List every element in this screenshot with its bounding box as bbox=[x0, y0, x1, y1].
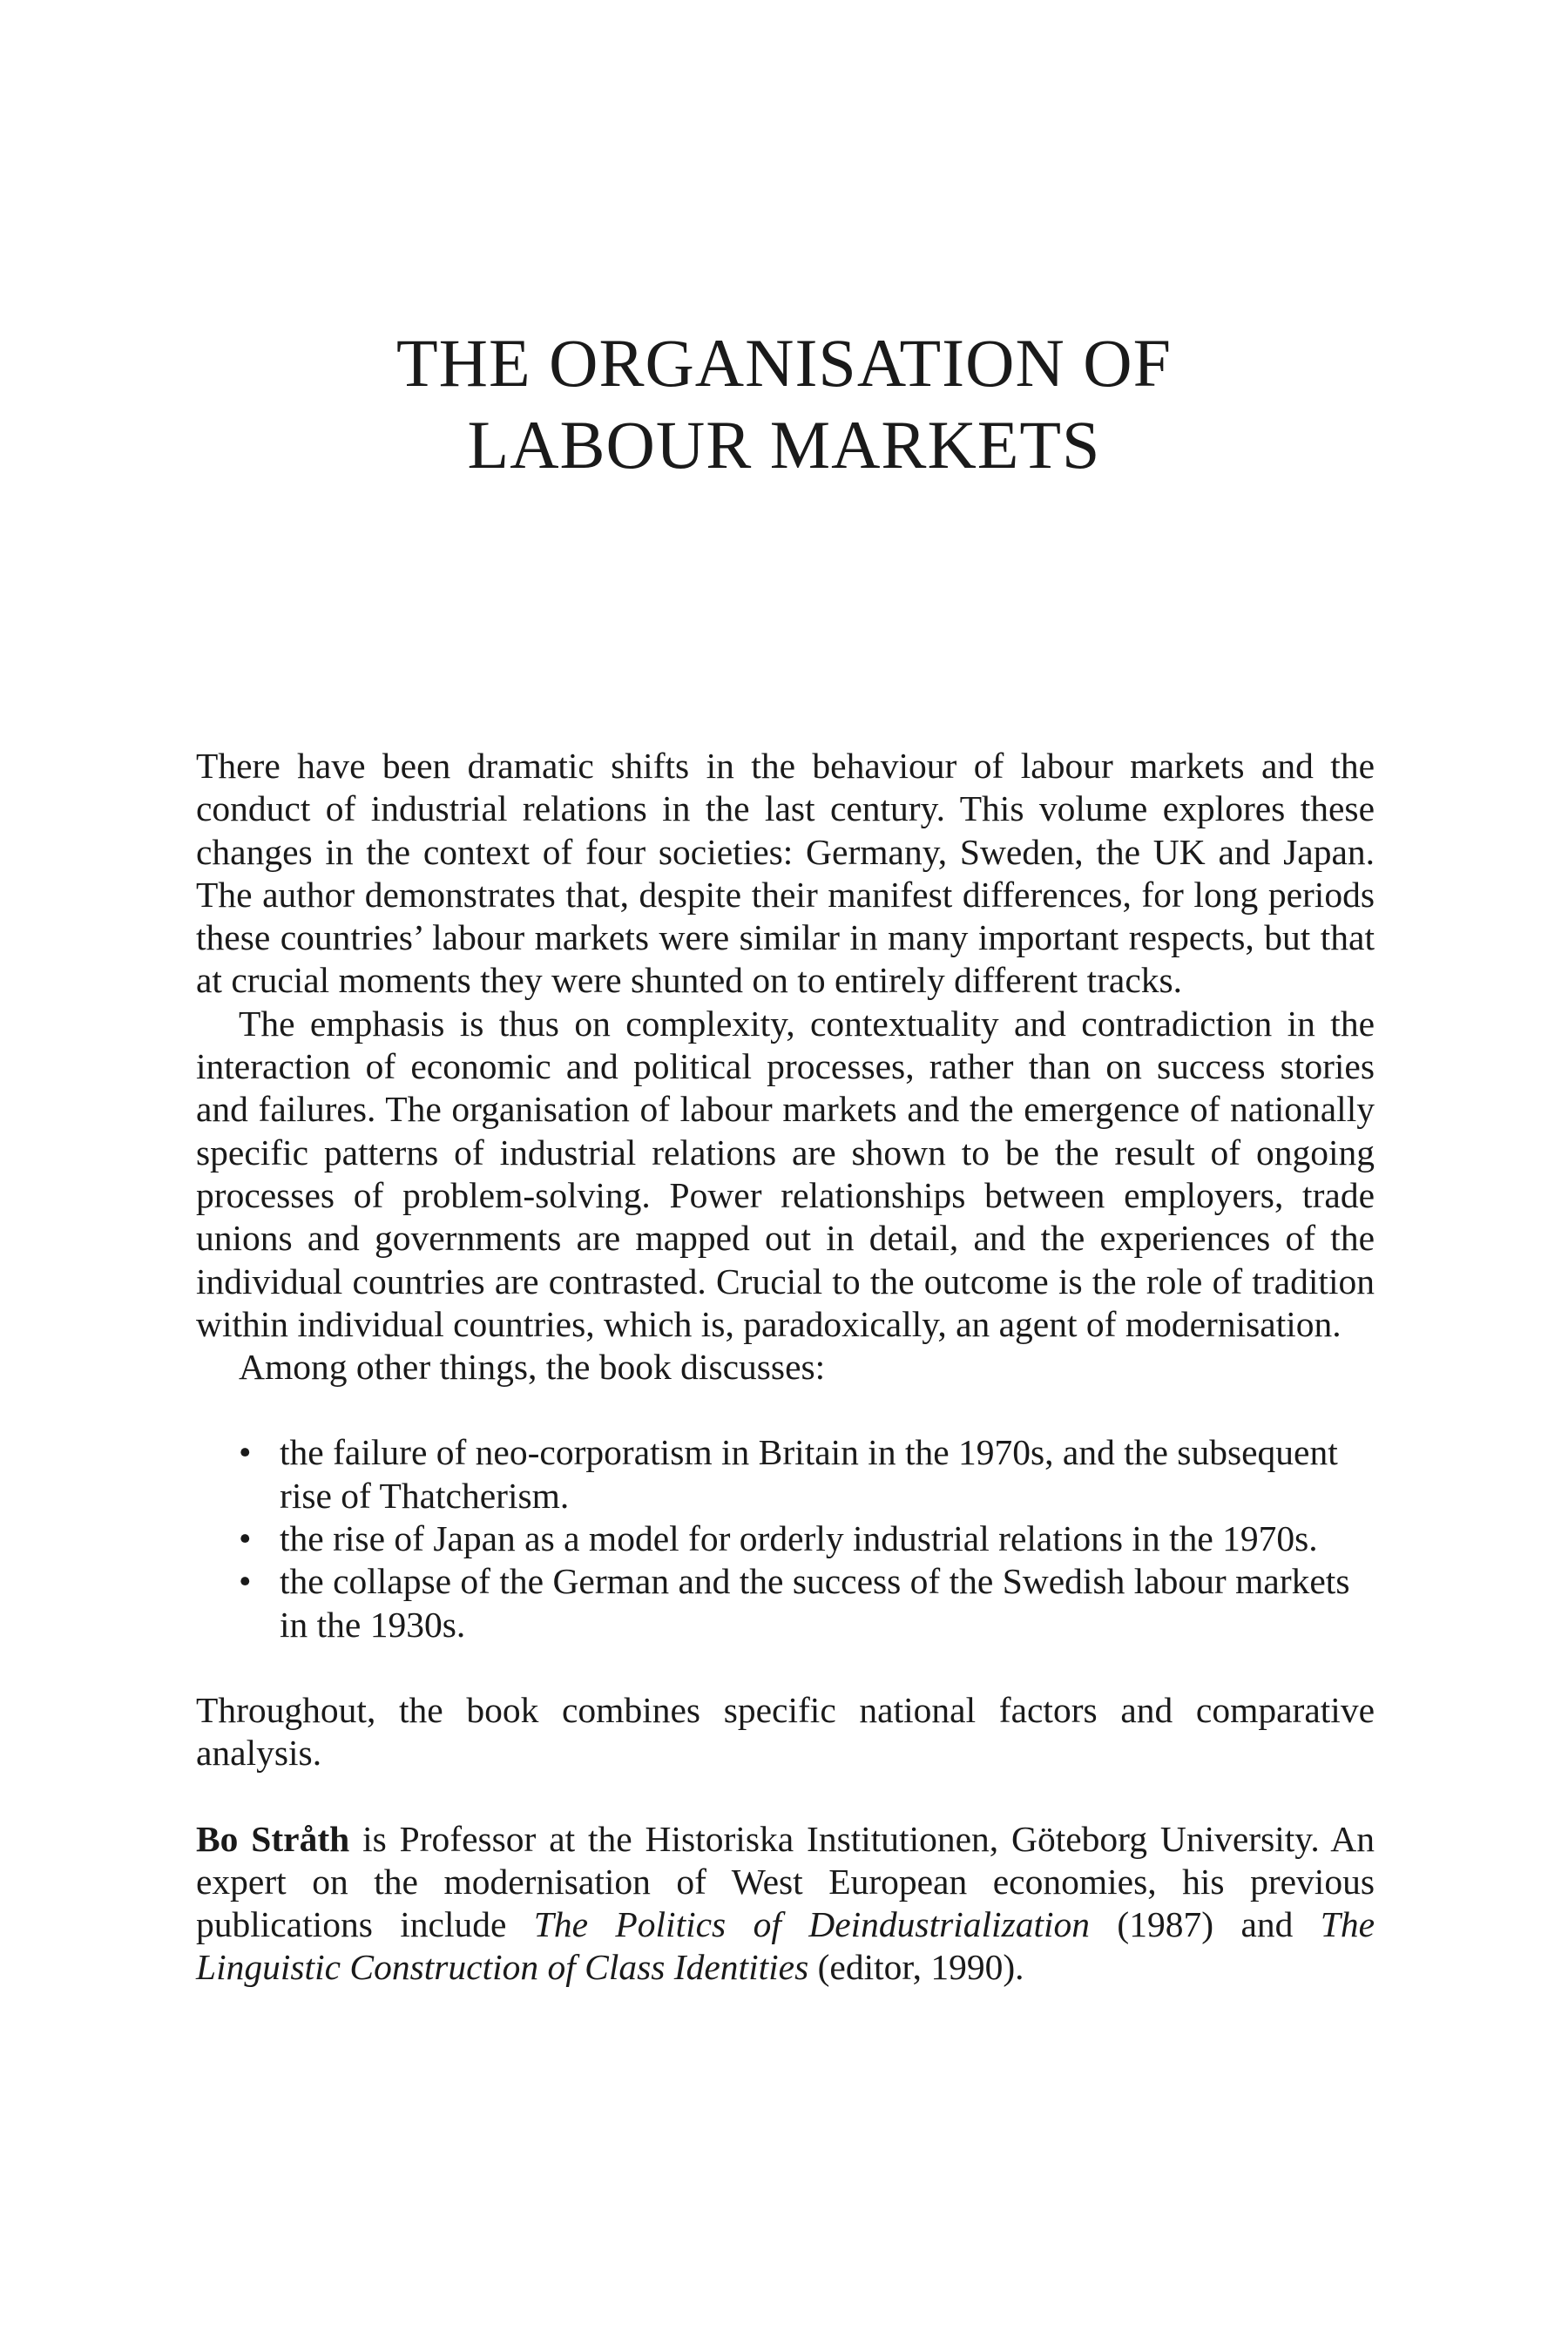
book-title: The Politics of Deindustrialization bbox=[533, 1904, 1091, 1945]
list-item bbox=[239, 1517, 1375, 1560]
intro-paragraph: There have been dramatic shifts in the behaviour of labour markets and the conduct of industrial relations in the last century. This volume explores these changes in the context of four societies: Germany, Sweden, the UK and Japan. The author demonstrates that, despite their manifest differences, for long periods these countries’ labour markets were similar in many important respects, but that at crucial moments they were shunted on to entirely different tracks. bbox=[196, 746, 1375, 1001]
title-line-2: LABOUR MARKETS bbox=[467, 407, 1101, 483]
bullet-icon: • bbox=[239, 1518, 252, 1559]
spacer bbox=[196, 1775, 1375, 1818]
title-line-1: THE ORGANISATION OF bbox=[396, 325, 1172, 401]
bio-text: (1987) and bbox=[1090, 1904, 1321, 1945]
spacer bbox=[196, 1389, 1375, 1431]
conclusion-paragraph: Throughout, the book combines specific national factors and comparative analysis. bbox=[196, 1689, 1375, 1774]
bullet-icon: • bbox=[239, 1561, 252, 1602]
bullet-icon: • bbox=[239, 1432, 252, 1473]
author-name: Bo Stråth bbox=[196, 1818, 350, 1859]
emphasis-paragraph: The emphasis is thus on complexity, contextuality and contradiction in the interaction of economic and political processes, rather than on success stories and failures. The organisation of labour markets and the emergence of nationally specific patterns of industrial relations are shown to be the result of ongoing processes of problem-solving. Power relationships between employers, trade unions and governments are mapped out in detail, and the experiences of the individual countries are contrasted. Crucial to the outcome is the role of tradition within individual countries, which is, paradoxically, an agent of modernisation. bbox=[196, 1003, 1375, 1344]
topics-list bbox=[196, 1431, 1375, 1646]
list-intro: Among other things, the book discusses: bbox=[239, 1347, 826, 1388]
page-title bbox=[0, 322, 1568, 486]
list-item bbox=[239, 1560, 1375, 1646]
author-bio bbox=[196, 1818, 1375, 1990]
list-item bbox=[239, 1431, 1375, 1517]
list-item-text: the rise of Japan as a model for orderly industrial relations in the 1970s. bbox=[280, 1518, 1318, 1559]
list-item-text: the collapse of the German and the success of the Swedish labour markets in the 1930s. bbox=[280, 1561, 1350, 1645]
body-text bbox=[196, 745, 1375, 1990]
book-title: The Linguistic Construction of Class Identities bbox=[196, 1904, 1375, 1988]
bio-text: is Professor at the Historiska Institutionen, Göteborg University. An expert on the modernisation of West European economies, his previous publications include bbox=[196, 1818, 1375, 1945]
bio-text: (editor, 1990). bbox=[808, 1947, 1024, 1988]
list-item-text: the failure of neo-corporatism in Britain in the 1970s, and the subsequent rise of Thatcherism. bbox=[280, 1432, 1338, 1516]
spacer bbox=[196, 1646, 1375, 1689]
